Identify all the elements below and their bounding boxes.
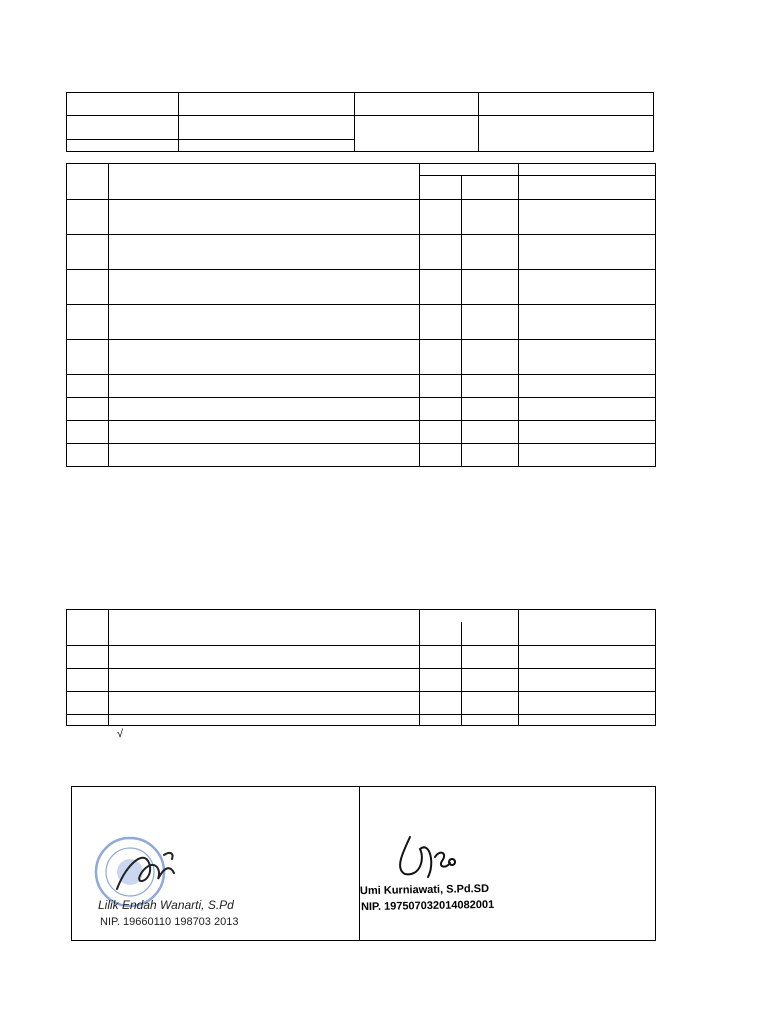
table-row <box>67 235 656 270</box>
column-header <box>109 164 420 200</box>
signature-stamp-image <box>92 827 272 937</box>
header-cell <box>355 93 479 116</box>
second-table <box>66 609 656 726</box>
table-row <box>67 270 656 305</box>
table-row <box>67 200 656 235</box>
signature-scribble <box>400 837 455 877</box>
signature-image <box>380 829 530 889</box>
header-cell <box>179 116 355 140</box>
column-header <box>420 176 462 200</box>
header-cell <box>479 116 654 152</box>
table-row <box>67 375 656 398</box>
header-cell <box>355 116 479 152</box>
column-header <box>519 610 656 646</box>
column-header <box>519 164 656 176</box>
table-row <box>67 421 656 444</box>
table-row <box>67 305 656 340</box>
column-header <box>67 610 109 646</box>
column-header <box>462 176 519 200</box>
header-info-table <box>66 92 654 152</box>
signer-nip: NIP. 197507032014082001 <box>360 898 495 914</box>
header-cell <box>67 93 179 116</box>
header-cell <box>179 93 355 116</box>
column-header <box>519 176 656 200</box>
table-row <box>67 646 656 669</box>
table-row <box>67 340 656 375</box>
official-stamp-icon <box>96 838 164 906</box>
svg-text:NIP. 19660110 198703 2013: NIP. 19660110 198703 2013 <box>100 916 239 928</box>
table-row <box>67 669 656 692</box>
column-header <box>109 610 420 646</box>
column-header <box>67 164 109 200</box>
svg-text:Lilik Endah Wanarti, S.Pd: Lilik Endah Wanarti, S.Pd <box>98 898 234 912</box>
header-cell <box>67 140 179 152</box>
check-mark: √ <box>117 728 124 740</box>
table-row <box>67 444 656 467</box>
signature-panel-left <box>71 786 360 941</box>
table-row <box>67 692 656 715</box>
header-cell <box>479 93 654 116</box>
column-header <box>420 164 519 176</box>
assessment-table <box>66 163 656 467</box>
table-row <box>67 398 656 421</box>
signer-name: Umi Kurniawati, S.Pd.SD <box>359 882 490 898</box>
table-row <box>67 715 656 726</box>
signature-panel-right <box>359 786 656 941</box>
header-cell <box>179 140 355 152</box>
header-cell <box>67 116 179 140</box>
column-header <box>420 610 519 646</box>
